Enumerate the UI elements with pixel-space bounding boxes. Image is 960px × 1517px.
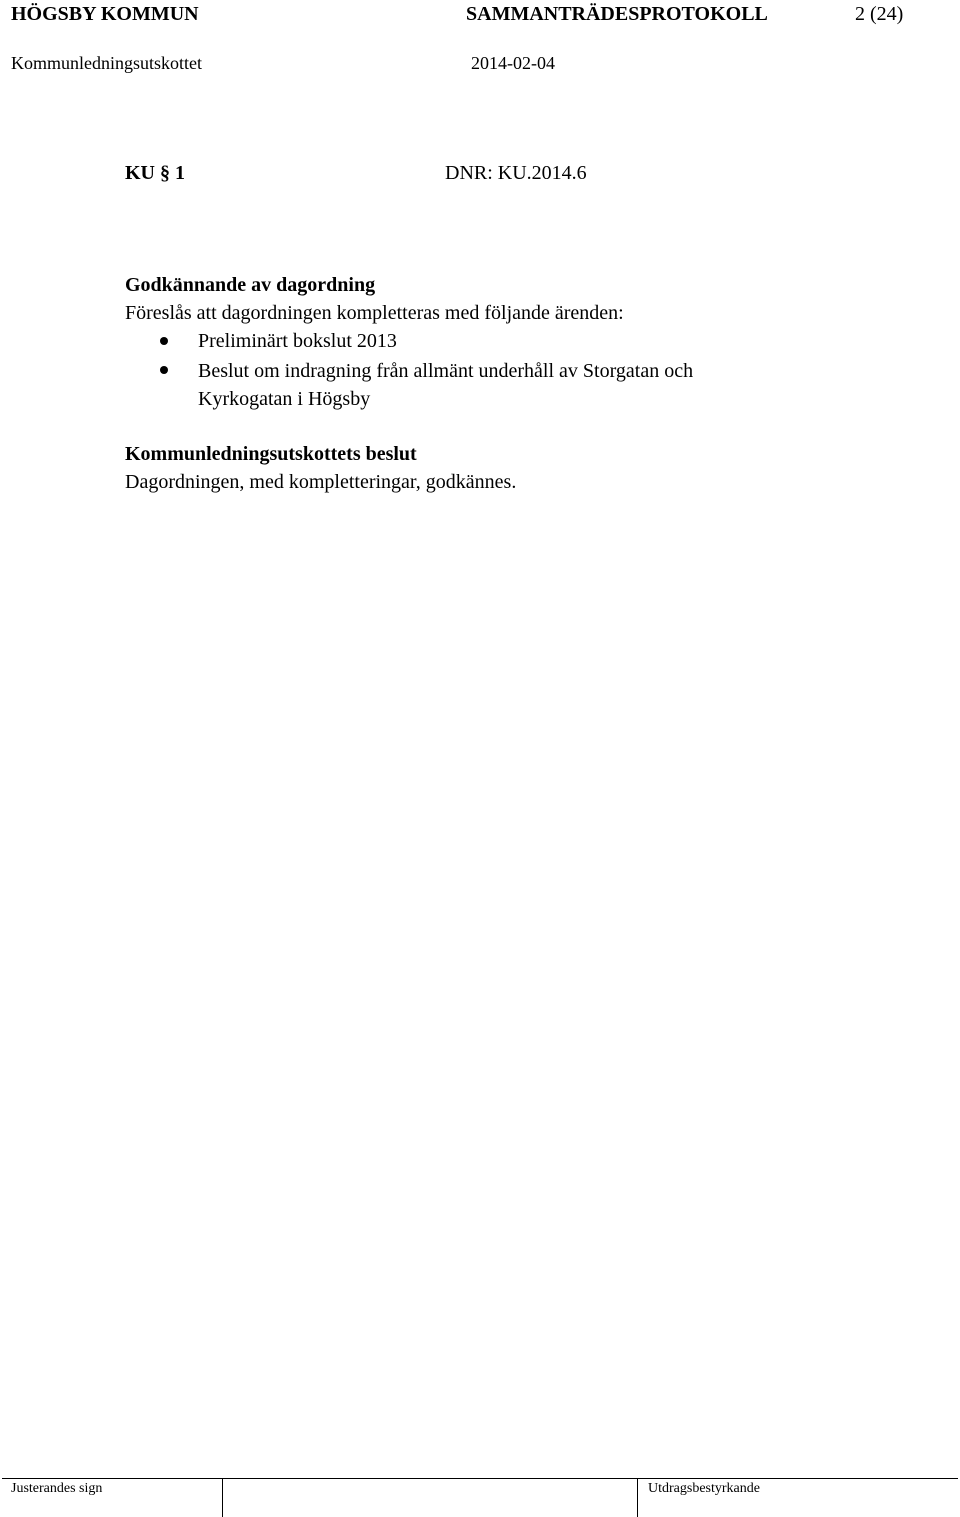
agenda-item: Preliminärt bokslut 2013 <box>198 330 397 352</box>
signature-label: Justerandes sign <box>11 1481 103 1496</box>
decision-text: Dagordningen, med kompletteringar, godkännes. <box>125 471 517 493</box>
bullet-icon <box>160 366 168 374</box>
certification-label: Utdragsbestyrkande <box>648 1481 760 1496</box>
document-type: SAMMANTRÄDESPROTOKOLL <box>466 3 768 25</box>
agenda-item: Beslut om indragning från allmänt underhåll av Storgatan och <box>198 360 694 382</box>
municipality-name: HÖGSBY KOMMUN <box>11 3 199 25</box>
footer-rule <box>2 1478 958 1479</box>
footer-divider <box>637 1478 638 1517</box>
diary-number: DNR: KU.2014.6 <box>445 162 587 184</box>
agenda-intro: Föreslås att dagordningen kompletteras med följande ärenden: <box>125 302 624 324</box>
decision-heading: Kommunledningsutskottets beslut <box>125 443 417 465</box>
section-number: KU § 1 <box>125 162 185 184</box>
footer-divider <box>222 1478 223 1517</box>
agenda-item-continuation: Kyrkogatan i Högsby <box>198 388 371 410</box>
meeting-date: 2014-02-04 <box>471 53 555 73</box>
agenda-heading: Godkännande av dagordning <box>125 274 376 296</box>
page-number: 2 (24) <box>855 3 904 25</box>
bullet-icon <box>160 337 168 345</box>
committee-name: Kommunledningsutskottet <box>11 53 202 73</box>
